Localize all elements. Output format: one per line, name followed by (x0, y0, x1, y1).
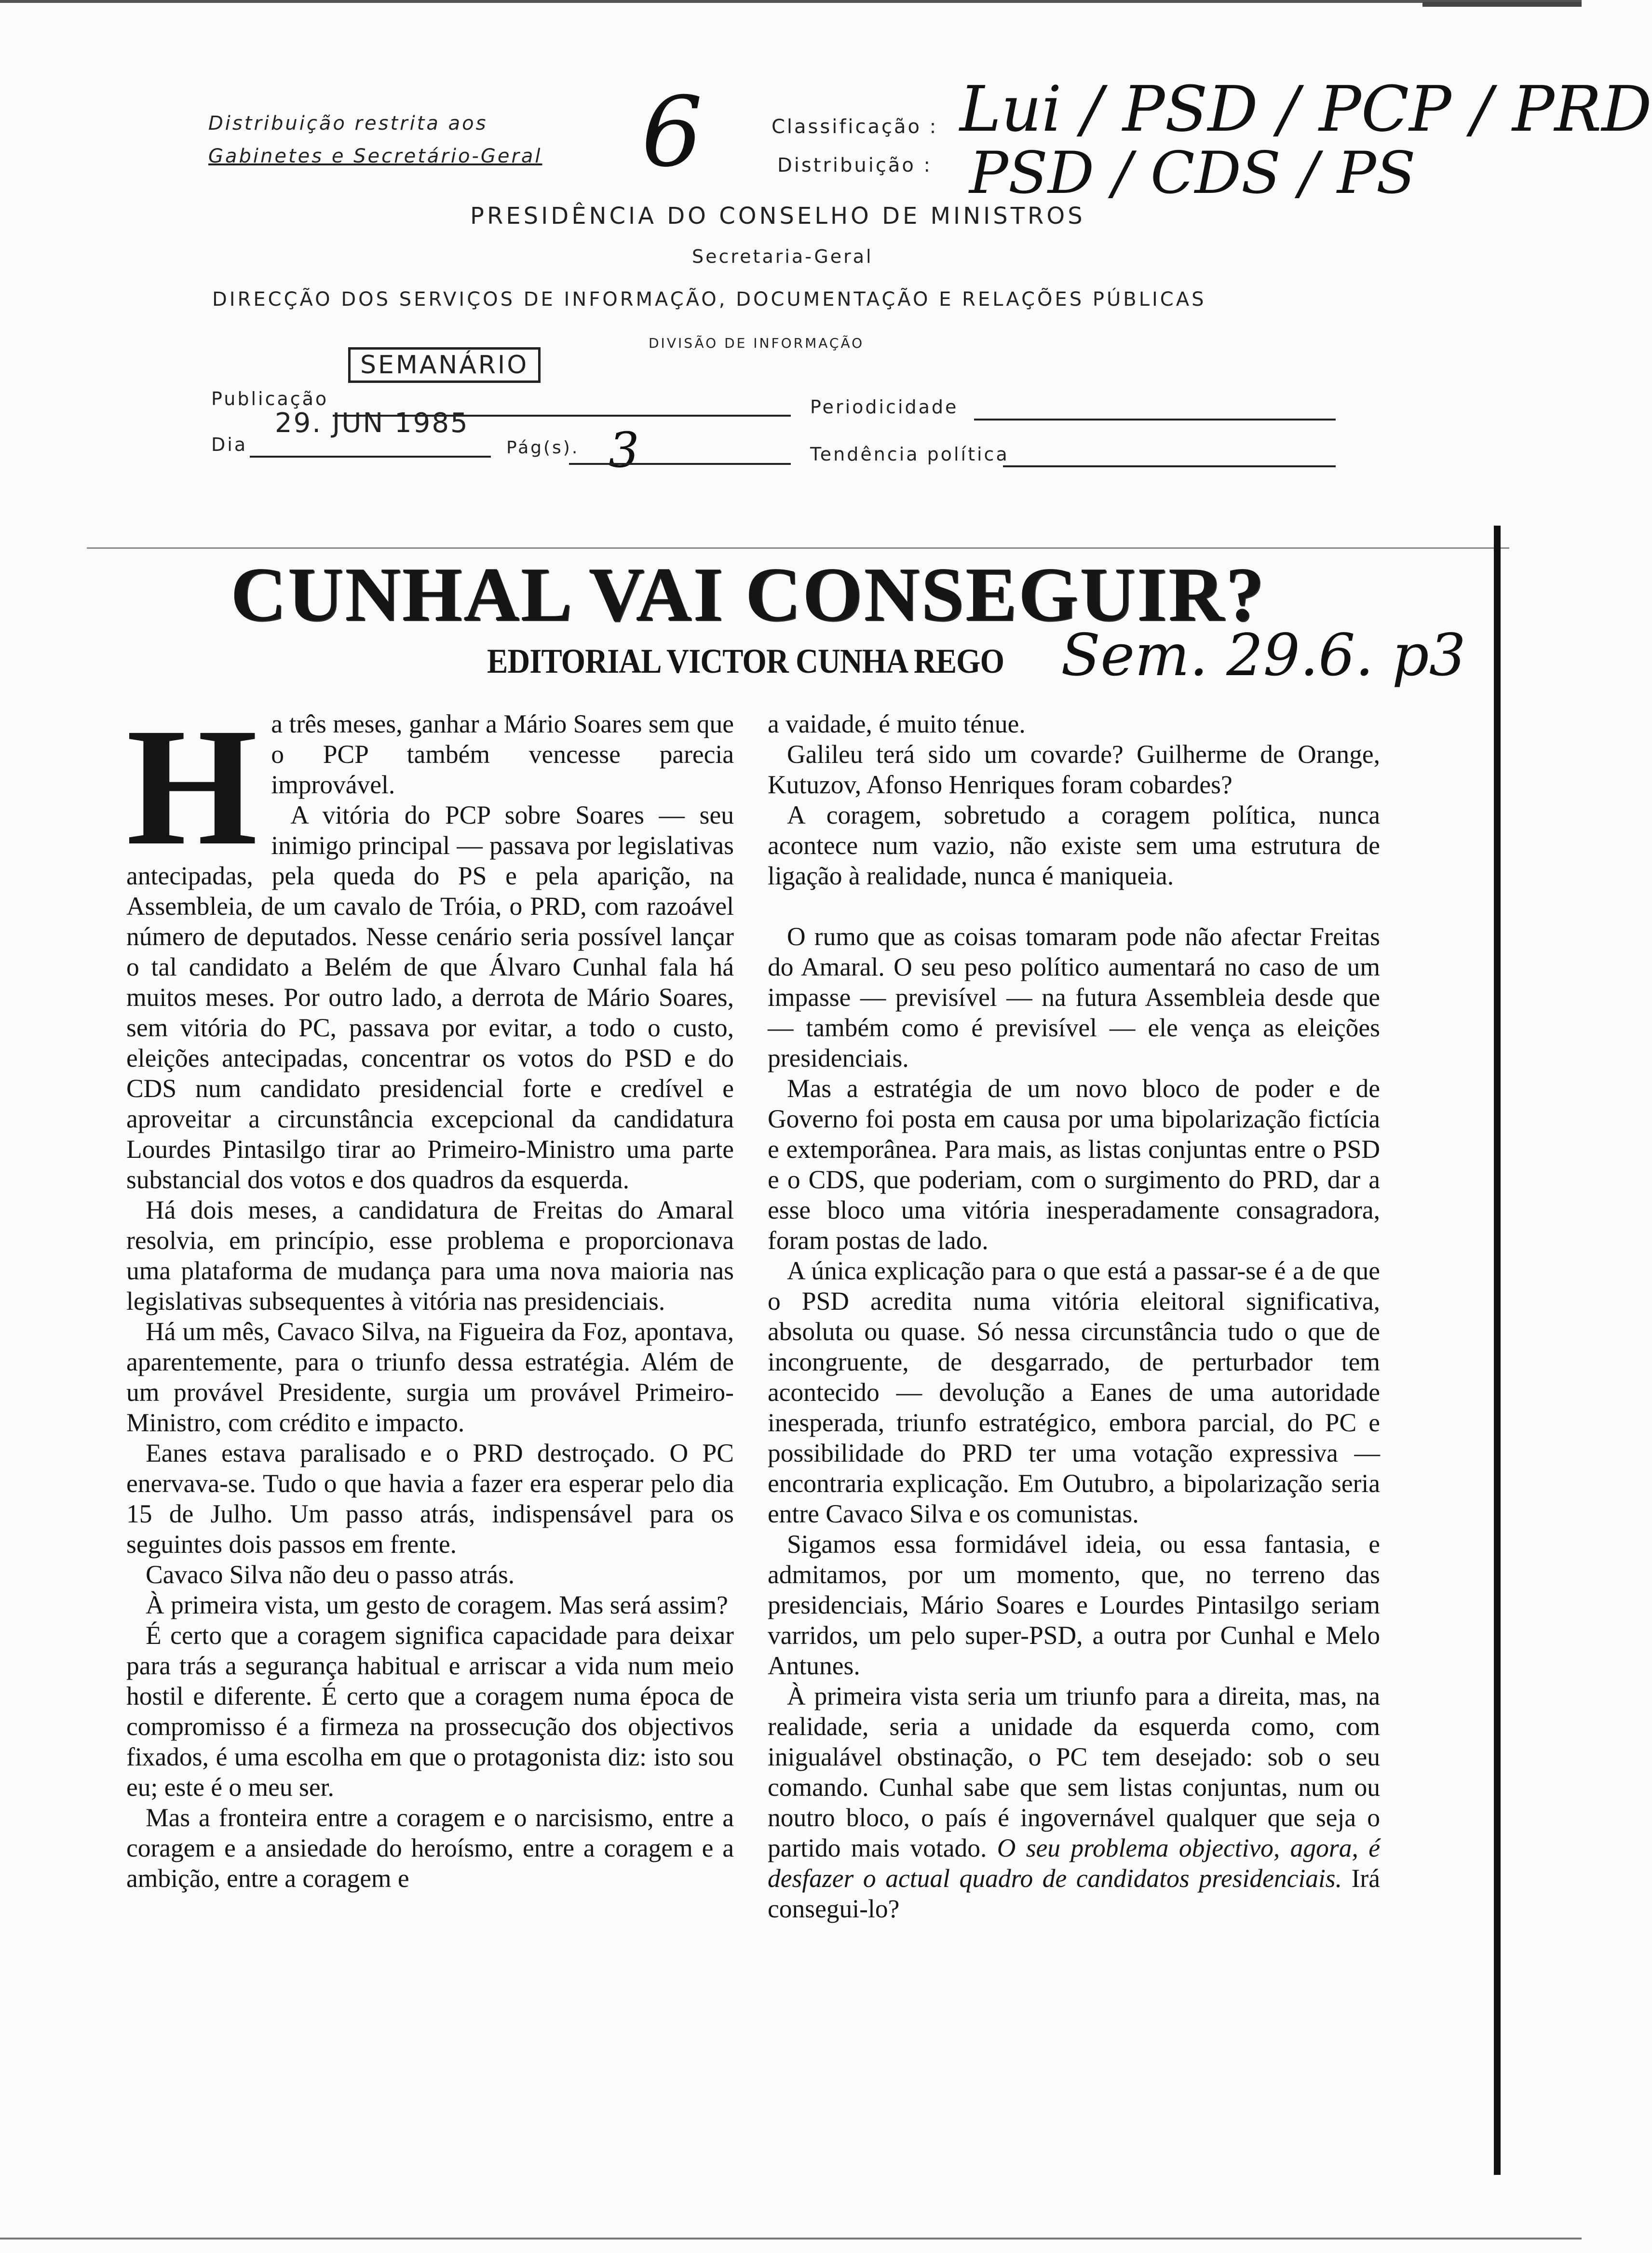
article-headline: CUNHAL VAI CONSEGUIR? (230, 551, 1266, 637)
dia-line (250, 456, 491, 458)
paragraph-r2: Galileu terá sido um covarde? Guilherme de Orange, Kutuzov, Afonso Henriques foram cobardes? (768, 740, 1380, 799)
article-column-left (126, 693, 734, 1894)
divisao-informacao: DIVISÃO DE INFORMAÇÃO (649, 335, 865, 351)
periodicidade-line (974, 419, 1336, 421)
paragraph-r8-text: À primeira vista seria um triunfo para a direita, mas, na realidade, seria a unidade da esquerda como, com inigualável obstinação, o PC tem desejado: sob o seu comando. Cunhal sabe que sem listas conjuntas, num ou noutro bloco, o país é ingovernável qualquer que seja o partido mais votado. (768, 1682, 1380, 1862)
distribution-note (208, 107, 542, 173)
paragraph-3: Há dois meses, a candidatura de Freitas do Amaral resolvia, em princípio, esse problema e proporcionava uma plataforma de mudança para uma nova maioria nas legislativas subsequentes à vitória nas presidenciais. (126, 1195, 734, 1316)
dia-stamp: 29. JUN 1985 (275, 407, 469, 439)
pags-line (569, 463, 791, 465)
distribuicao-label: Distribuição : (777, 154, 933, 176)
paragraph-7: À primeira vista, um gesto de coragem. Mas será assim? (146, 1590, 728, 1619)
periodicidade-label: Periodicidade (810, 396, 959, 418)
paragraph-r3: A coragem, sobretudo a coragem política, nunca acontece num vazio, não existe sem uma estrutura de ligação à realidade, nunca é maniqueia. (768, 801, 1380, 890)
scan-noise-bottom (0, 2238, 1582, 2239)
direccao-servicos: DIRECÇÃO DOS SERVIÇOS DE INFORMAÇÃO, DOCUMENTAÇÃO E RELAÇÕES PÚBLICAS (212, 288, 1206, 311)
paragraph-4: Há um mês, Cavaco Silva, na Figueira da Foz, apontava, aparentemente, para o triunfo dessa estratégia. Além de um provável Presidente, surgia um provável Primeiro-Ministro, com crédito e impacto. (126, 1317, 734, 1437)
pags-label: Pág(s). (506, 438, 580, 458)
handwritten-distribuicao: PSD / CDS / PS (969, 140, 1416, 207)
tendencia-label: Tendência política (810, 444, 1009, 465)
paragraph-2: A vitória do PCP sobre Soares — seu inimigo principal — passava por legislativas antecipadas, pela queda do PS e pela aparição, na Assembleia, de um cavalo de Tróia, o PRD, com razoável número de deputados. Nesse cenário seria possível lançar o tal candidato a Belém de que Álvaro Cunhal fala há muitos meses. Por outro lado, a derrota de Mário Soares, sem vitória do PC, passava por evitar, a todo o custo, eleições antecipadas, concentrar os votos do PSD e do CDS num candidato presidencial forte e credível e aproveitar a circunstância excepcional da candidatura Lourdes Pintasilgo tirar ao Primeiro-Ministro uma parte substancial dos votos e dos quadros da esquerda. (126, 801, 734, 1194)
classificacao-label: Classificação : (772, 116, 938, 138)
paragraph-6: Cavaco Silva não deu o passo atrás. (146, 1560, 515, 1589)
scan-edge-bar (1494, 526, 1501, 2175)
secretaria-geral: Secretaria-Geral (692, 246, 873, 267)
paragraph-r7: Sigamos essa formidável ideia, ou essa fantasia, e admitamos, por um momento, que, no terreno das presidenciais, Mário Soares e Lourdes Pintasilgo seriam varridos, um pelo super-PSD, a outra por Cunhal e Melo Antunes. (768, 1530, 1380, 1680)
paragraph-9: Mas a fronteira entre a coragem e o narcisismo, entre a coragem e a ansiedade do heroísmo, entre a coragem e a ambição, entre a coragem e (126, 1803, 734, 1893)
paragraph-1 (126, 693, 734, 880)
scan-noise-top-right (1422, 2, 1582, 7)
paragraph-r8-end: Irá consegui-lo? (768, 1864, 1380, 1923)
paragraph-1-text: a três meses, ganhar a Mário Soares sem que o PCP também vencesse parecia improvável. (271, 709, 734, 799)
paragraph-r1: a vaidade, é muito ténue. (768, 709, 1026, 738)
distribution-note-line1: Distribuição restrita aos (208, 112, 488, 135)
paragraph-5: Eanes estava paralisado e o PRD destroçado. O PC enervava-se. Tudo o que havia a fazer era esperar pelo dia 15 de Julho. Um passo atrás, indispensável para os seguintes dois passos em frente. (126, 1439, 734, 1559)
institution-title: PRESIDÊNCIA DO CONSELHO DE MINISTROS (470, 203, 1085, 230)
tendencia-line (1003, 465, 1336, 467)
handwritten-reference: Sem. 29.6. p3 (1061, 622, 1466, 689)
pags-value: 3 (609, 422, 639, 478)
handwritten-classificacao: Lui / PSD / PCP / PRD (960, 72, 1652, 146)
paragraph-r4: O rumo que as coisas tomaram pode não afectar Freitas do Amaral. O seu peso político aumentará no caso de um impasse — previsível — na futura Assembleia desde que — também como é previsível — ele vença as eleições presidenciais. (768, 922, 1380, 1072)
scan-noise-top (0, 0, 1582, 3)
handwritten-number: 6 (641, 76, 703, 189)
paragraph-r8 (768, 1681, 1380, 1924)
dia-label: Dia (211, 434, 248, 455)
publicacao-stamp-box: SEMANÁRIO (348, 347, 541, 383)
paragraph-8: É certo que a coragem significa capacidade para deixar para trás a segurança habitual e arriscar a vida num meio hostil e diferente. É certo que a coragem numa época de compromisso é a firmeza na prossecução dos objectivos fixados, é uma escolha em que o protagonista diz: isto sou eu; este é o meu ser. (126, 1621, 734, 1802)
publicacao-label: Publicação (211, 388, 329, 409)
article-column-right (768, 709, 1380, 1924)
scan-noise-mid (87, 547, 1509, 549)
paragraph-r5: Mas a estratégia de um novo bloco de poder e de Governo foi posta em causa por uma bipolarização fictícia e extemporânea. Para mais, as listas conjuntas entre o PSD e o CDS, que poderiam, com o surgimento do PRD, dar a esse bloco uma vitória inesperadamente consagradora, foram postas de lado. (768, 1074, 1380, 1255)
distribution-note-line2: Gabinetes e Secretário-Geral (208, 145, 542, 167)
drop-cap: H (126, 693, 258, 880)
article-byline: EDITORIAL VICTOR CUNHA REGO (487, 642, 1004, 680)
publicacao-stamp (348, 347, 541, 383)
paragraph-r8-italic: O seu problema objectivo, agora, é desfazer o actual quadro de candidatos presidenciais. (768, 1833, 1380, 1893)
paragraph-r6: A única explicação para o que está a passar-se é a de que o PSD acredita numa vitória eleitoral significativa, absoluta ou quase. Só nessa circunstância tudo o que de incongruente, de desgarrado, de perturbador tem acontecido — devolução a Eanes de uma autoridade inesperada, triunfo estratégico, embora parcial, do PC e possibilidade do PRD ter uma votação expressiva — encontraria explicação. Em Outubro, a bipolarização seria entre Cavaco Silva e os comunistas. (768, 1256, 1380, 1528)
